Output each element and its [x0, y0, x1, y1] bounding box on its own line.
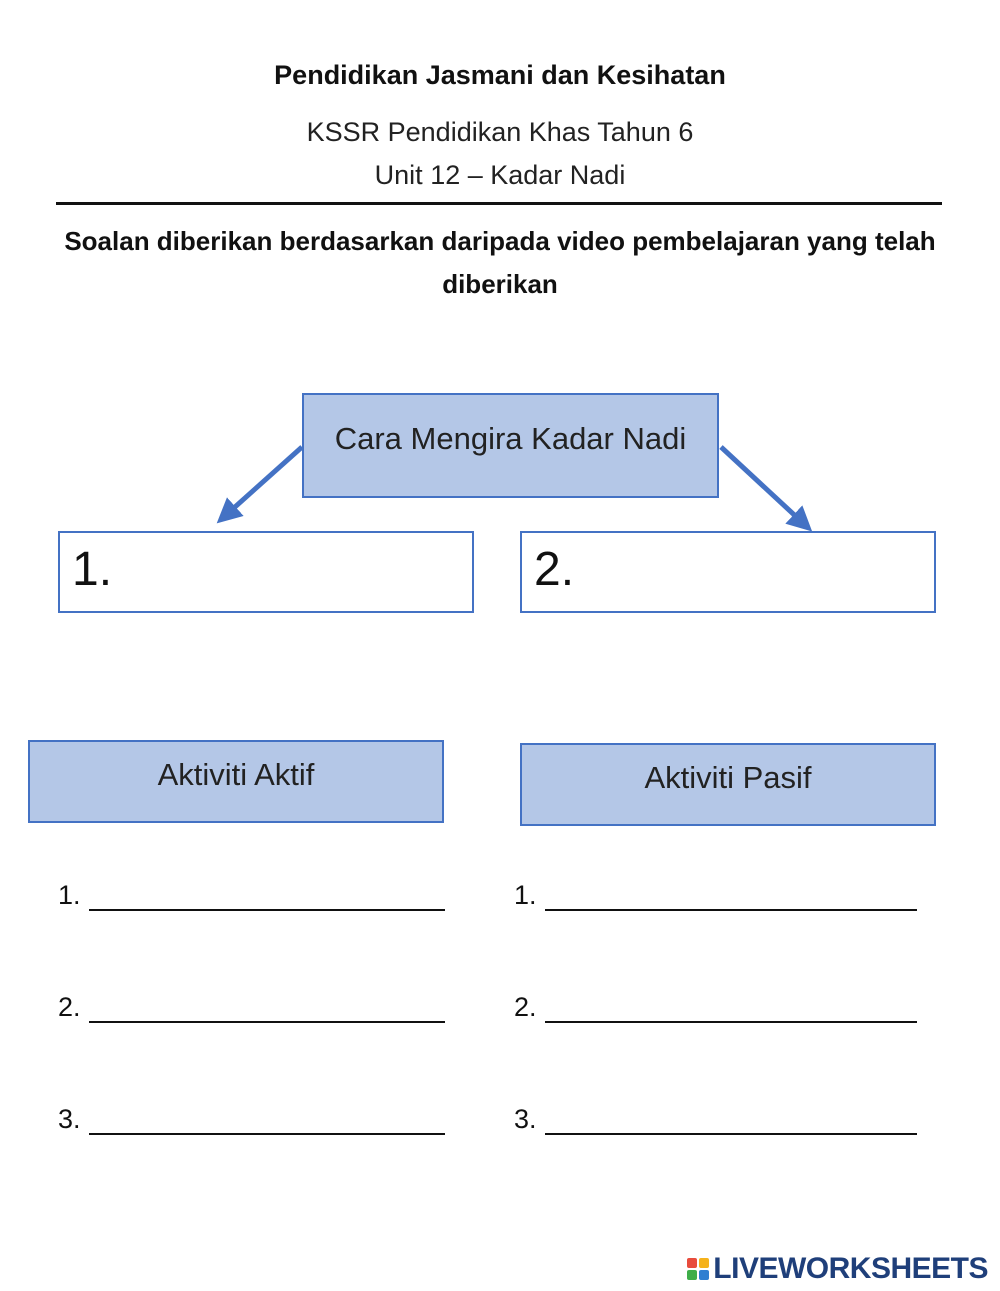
active-activity-label: Aktiviti Aktif — [157, 756, 315, 792]
active-activity-header — [28, 740, 444, 823]
instruction-text: Soalan diberikan berdasarkan daripada video pembelajaran yang telah diberikan — [64, 226, 936, 299]
answer-blank[interactable] — [545, 885, 917, 911]
active-item-2 — [58, 992, 445, 1023]
header-divider — [56, 202, 942, 205]
answer-blank[interactable] — [545, 997, 917, 1023]
arrow-left — [226, 447, 302, 515]
item-number: 3. — [58, 1104, 81, 1134]
item-number: 3. — [514, 1104, 537, 1134]
answer-box-1[interactable] — [58, 531, 474, 613]
answer-blank[interactable] — [545, 1109, 917, 1135]
liveworksheets-logo-icon — [687, 1258, 709, 1280]
main-concept-box — [302, 393, 719, 498]
passive-activity-header — [520, 743, 936, 826]
item-number: 2. — [514, 992, 537, 1022]
answer-box-2[interactable] — [520, 531, 936, 613]
page-subtitle-course: KSSR Pendidikan Khas Tahun 6 — [306, 117, 694, 147]
active-item-1 — [58, 880, 445, 911]
answer-number: 1. — [72, 542, 113, 596]
passive-item-1 — [514, 880, 917, 911]
active-item-3 — [58, 1104, 445, 1135]
main-concept-label: Cara Mengira Kadar Nadi — [334, 420, 687, 456]
passive-item-2 — [514, 992, 917, 1023]
liveworksheets-logo — [687, 1252, 988, 1286]
item-number: 1. — [58, 880, 81, 910]
item-number: 1. — [514, 880, 537, 910]
item-number: 2. — [58, 992, 81, 1022]
passive-activity-label: Aktiviti Pasif — [644, 759, 812, 795]
answer-blank[interactable] — [89, 885, 445, 911]
answer-blank[interactable] — [89, 997, 445, 1023]
page-title: Pendidikan Jasmani dan Kesihatan — [274, 60, 726, 90]
page-subtitle-unit: Unit 12 – Kadar Nadi — [374, 160, 626, 190]
arrow-right — [721, 447, 803, 523]
answer-blank[interactable] — [89, 1109, 445, 1135]
answer-number: 2. — [534, 542, 575, 596]
passive-item-3 — [514, 1104, 917, 1135]
brand-text: LIVEWORKSHEETS — [713, 1252, 988, 1285]
